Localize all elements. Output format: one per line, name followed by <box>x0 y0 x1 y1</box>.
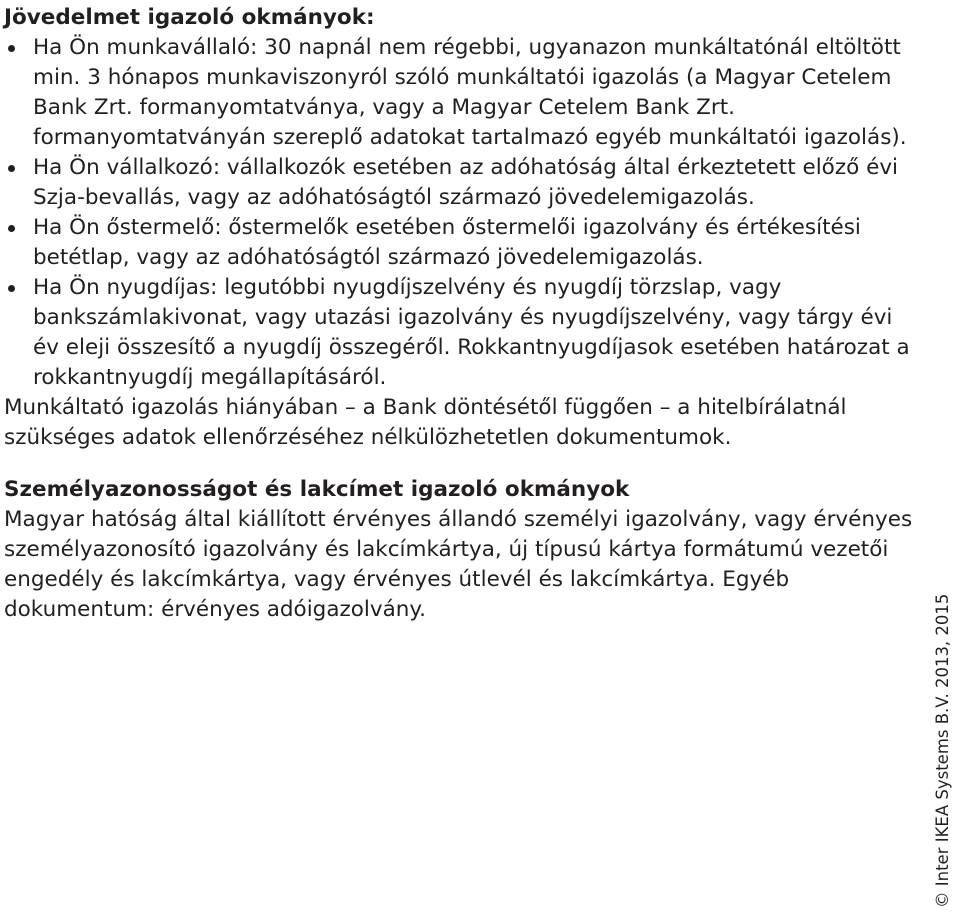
list-item-farmer <box>4 213 924 273</box>
copyright-notice: © Inter IKEA Systems B.V. 2013, 2015 <box>933 593 952 908</box>
income-documents-heading: Jövedelmet igazoló okmányok: <box>4 5 375 30</box>
income-documents-list <box>4 33 924 393</box>
list-item-text: Ha Ön őstermelő: őstermelők esetében őstermelői igazolvány és értékesítési betétlap, vagy az adóhatóságtól származó jövedelemigazolás. <box>33 215 861 270</box>
identity-documents-heading: Személyazonosságot és lakcímet igazoló okmányok <box>4 477 630 502</box>
list-item-text: Ha Ön nyugdíjas: legutóbbi nyugdíjszelvény és nyugdíj törzslap, vagy bankszámlakivonat, vagy utazási igazolvány és nyugdíjszelvény, vagy tárgy évi év eleji összesítő a nyugdíj összegéről. Rokkantnyugdíjasok esetében határozat a rokkantnyugdíj megállapításáról. <box>33 275 910 390</box>
bullet-icon <box>8 285 15 292</box>
list-item-text: Ha Ön vállalkozó: vállalkozók esetében az adóhatóság által érkeztetett előző évi Szja-bevallás, vagy az adóhatóságtól származó jövedelemigazolás. <box>33 155 899 210</box>
identity-documents-text: Magyar hatóság által kiállított érvényes állandó személyi igazolvány, vagy érvényes személyazonosító igazolvány és lakcímkártya, új típusú kártya formátumú vezetői engedély és lakcímkártya, vagy érvényes útlevél és lakcímkártya. Egyéb dokumentum: érvényes adóigazolvány. <box>4 507 913 622</box>
bullet-icon <box>8 165 15 172</box>
bullet-icon <box>8 225 15 232</box>
list-item-pensioner <box>4 273 924 393</box>
list-item-entrepreneur <box>4 153 924 213</box>
list-item-text: Ha Ön munkavállaló: 30 napnál nem régebbi, ugyanazon munkáltatónál eltöltött min. 3 hónapos munkaviszonyról szóló munkáltatói igazolás (a Magyar Cetelem Bank Zrt. formanyomtatványa, vagy a Magyar Cetelem Bank Zrt. formanyomtatványán szereplő adatokat tartalmazó egyéb munkáltatói igazolás). <box>33 35 907 150</box>
bullet-icon <box>8 45 15 52</box>
document-page <box>4 0 924 625</box>
employer-certificate-note: Munkáltató igazolás hiányában – a Bank döntésétől függően – a hitelbírálatnál szükséges adatok ellenőrzéséhez nélkülözhetetlen dokumentumok. <box>4 395 847 450</box>
list-item-employee <box>4 33 924 153</box>
